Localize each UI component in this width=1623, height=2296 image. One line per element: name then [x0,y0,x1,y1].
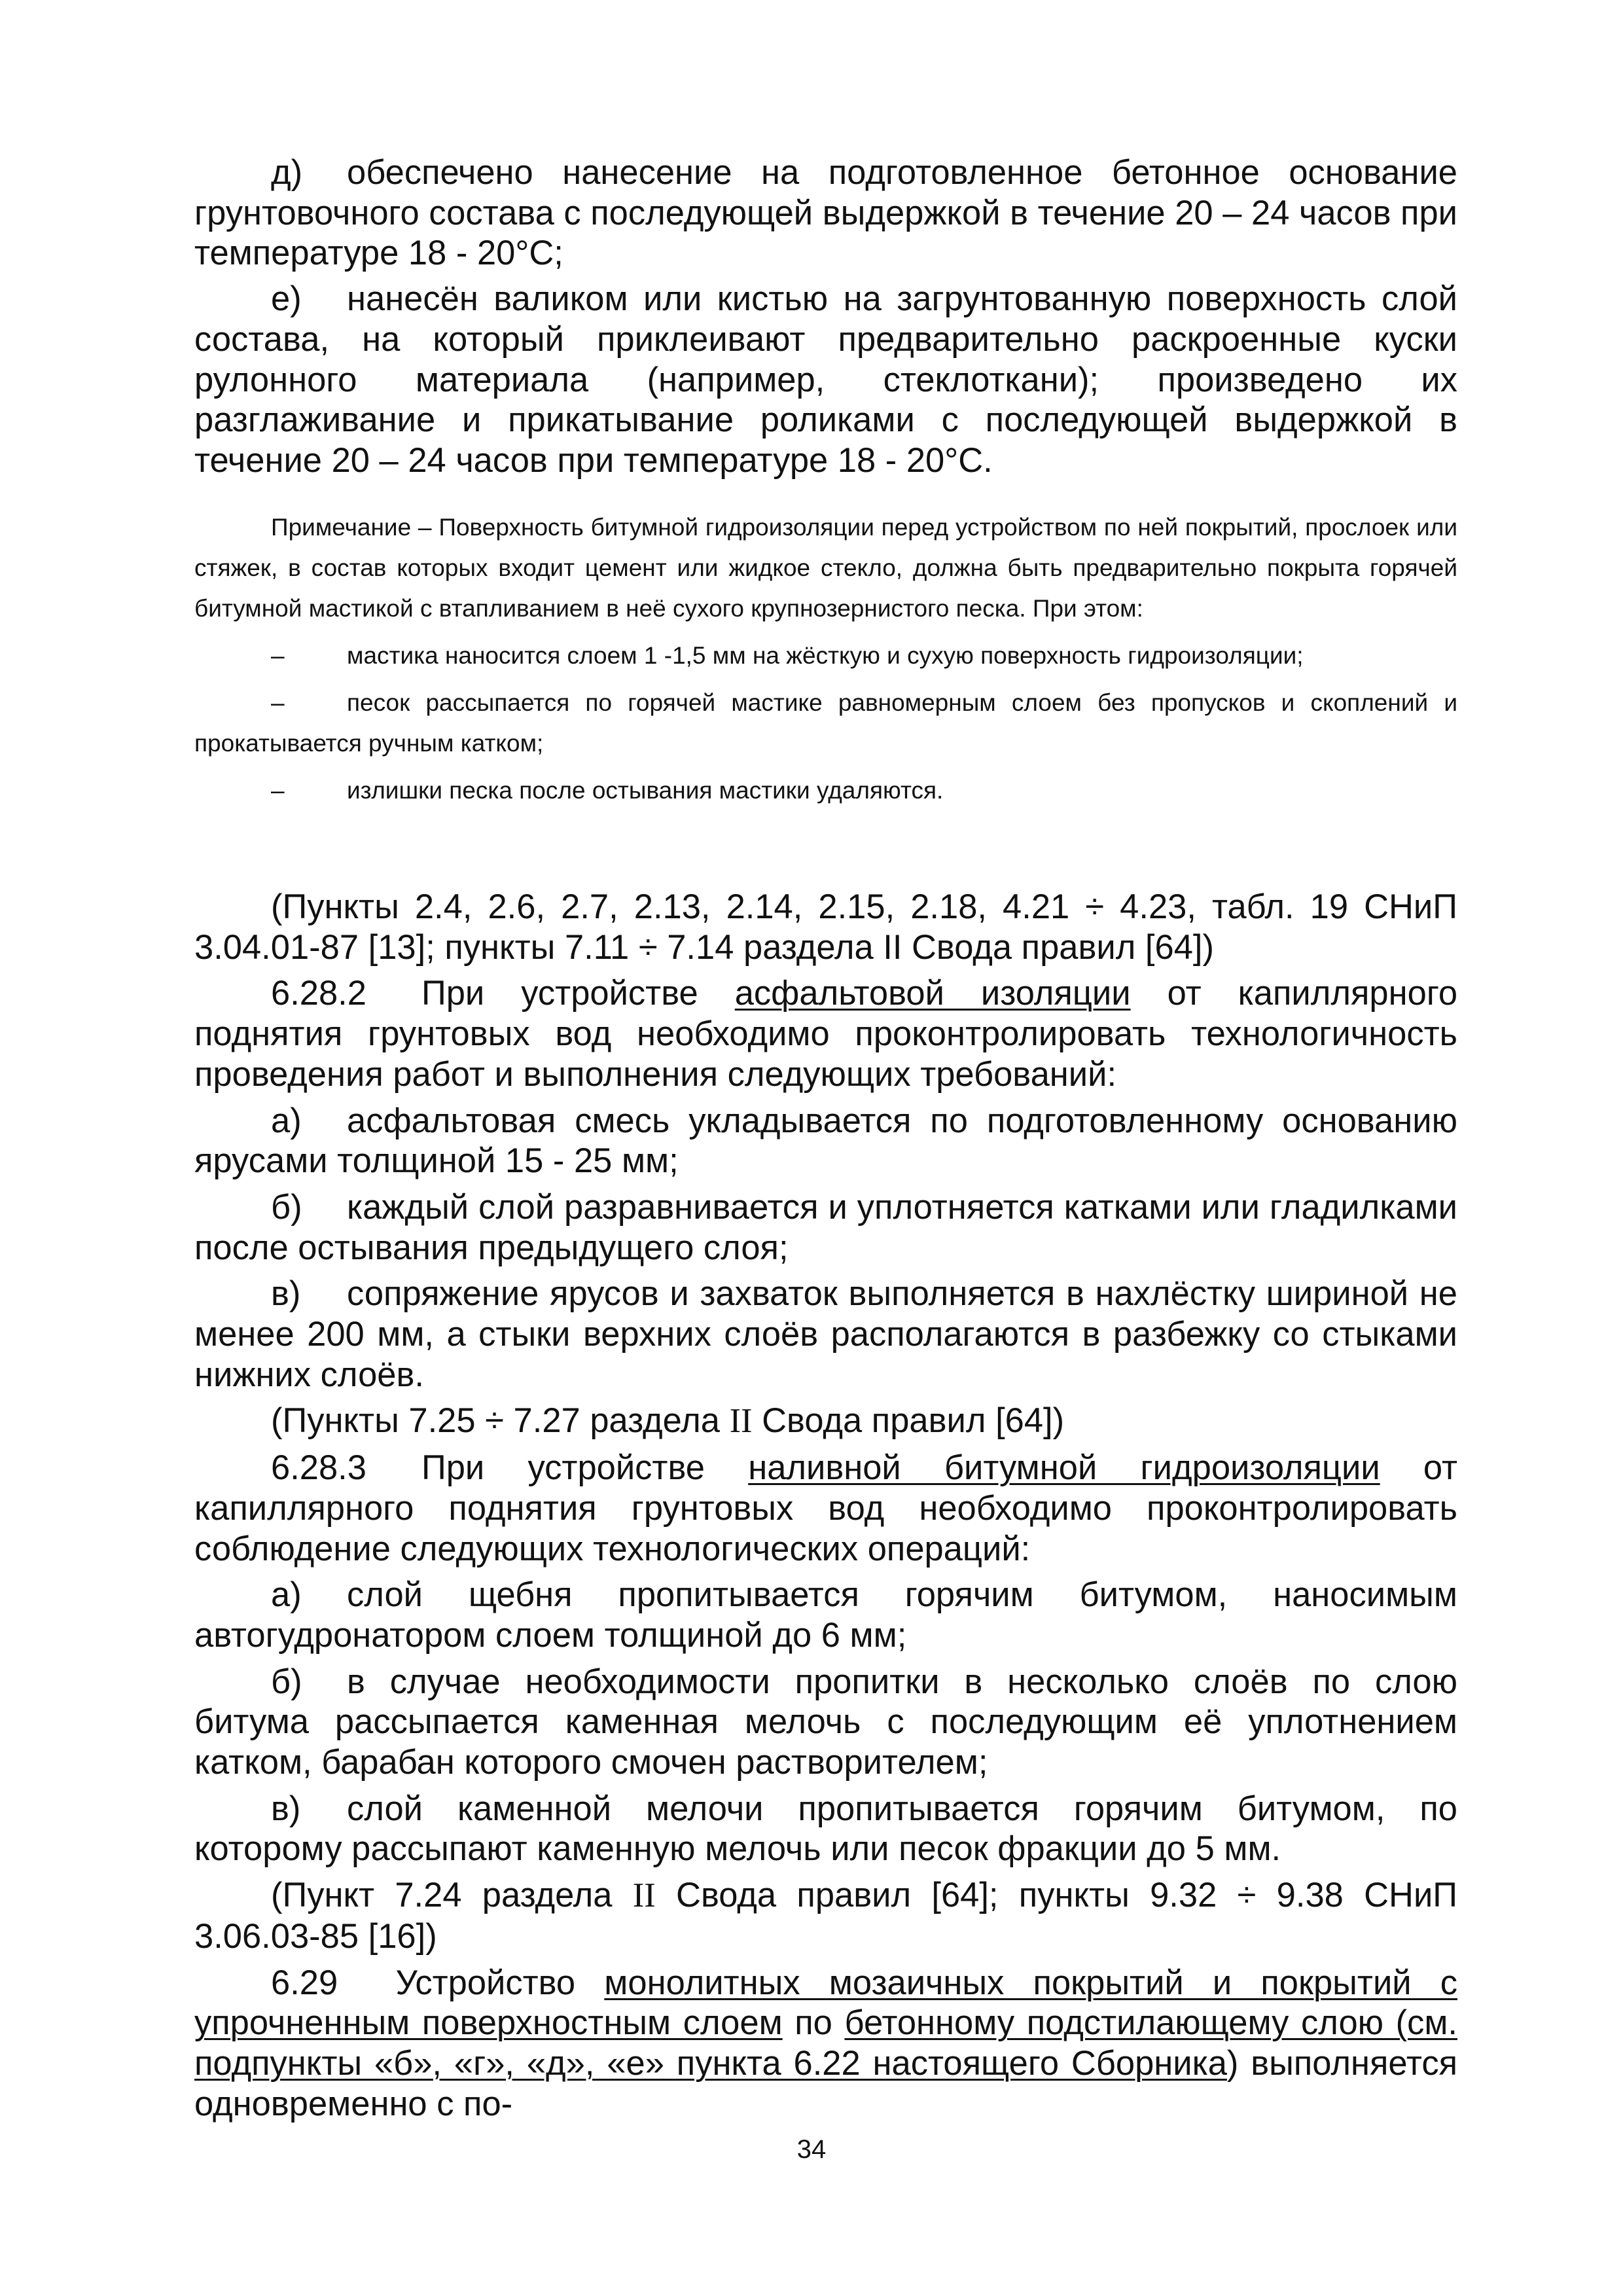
section-mid: по [794,2003,832,2043]
list-item-text: каждый слой разравнивается и уплотняется катками или гладилками после остывания предыдущего слоя; [194,1187,1457,1267]
section-number: 6.28.2 [271,974,366,1013]
section-post: от капиллярного поднятия грунтовых вод необходимо проконтролировать соблюдение следующих технологических операций: [194,1448,1457,1568]
note-item-text: мастика наносится слоем 1 -1,5 мм на жёсткую и сухую поверхность гидроизоляции; [347,642,1304,669]
section-pre: Устройство [395,1963,576,2002]
list-item-text: сопряжение ярусов и захваток выполняется в нахлёстку шириной не менее 200 мм, а стыки верхних слоёв располагаются в разбежку со стыками нижних слоёв. [194,1274,1457,1394]
ref-roman: II [632,1876,656,1915]
list-item-label: б) [271,1662,302,1701]
list-item-label: а) [271,1575,302,1615]
note-item-text: песок рассыпается по горячей мастике равномерным слоем без пропусков и скоплений и прокатывается ручным катком; [194,689,1457,757]
ref-part-b: Свода правил [64]) [762,1401,1065,1441]
reference-2 [194,1401,1457,1442]
item-d [194,152,1457,274]
section-6-28-2 [194,973,1457,1094]
list-item-text: асфальтовая смесь укладывается по подготовленному основанию ярусами толщиной 15 - 25 мм; [194,1101,1457,1181]
item-d-text: обеспечено нанесение на подготовленное бетонное основание грунтовочного состава с последующей выдержкой в течение 20 – 24 часов при температуре 18 - 20°С; [194,153,1457,273]
term-link: монолитных мозаичных покрытий и покрытий с упрочненным поверхностным слоем [194,1963,1457,2043]
section-number: 6.28.3 [271,1448,366,1488]
item-e [194,279,1457,481]
list-item [194,1101,1457,1181]
note-item [194,683,1457,764]
ref-part-a: (Пункт 7.24 раздела [271,1876,613,1915]
list-item [194,1274,1457,1395]
reference-1: (Пункты 2.4, 2.6, 2.7, 2.13, 2.14, 2.15, 2.18, 4.21 ÷ 4.23, табл. 19 СНиП 3.04.01-87 [13]; пункты 7.11 ÷ 7.14 раздела II Свода правил [64]) [194,888,1457,967]
term-link: бетонному подстилающему слою (см. подпункты «б», «г», «д», «е» пункта 6.22 настоящего Сборника [194,2003,1457,2083]
section-6-28-3 [194,1448,1457,1569]
note-dash: – [271,689,285,716]
section-pre: При устройстве [421,974,698,1013]
note-dash: – [271,642,285,669]
note-block [194,507,1457,811]
list-item-label: в) [271,1789,301,1828]
page-number: 34 [796,2135,827,2164]
list-item-label: в) [271,1274,301,1314]
list-item-text: слой каменной мелочи пропитывается горячим битумом, по которому рассыпают каменную мелочь или песок фракции до 5 мм. [194,1789,1457,1869]
reference-3 [194,1875,1457,1956]
section-pre: При устройстве [421,1448,705,1488]
section-number: 6.29 [271,1963,338,2002]
item-d-label: д) [271,153,303,192]
note-text: Примечание – Поверхность битумной гидроизоляции перед устройством по ней покрытий, прослоек или стяжек, в состав которых входит цемент или жидкое стекло, должна быть предварительно покрыта горячей битумной мастикой с втапливанием в неё сухого крупнозернистого песка. При этом: [194,514,1457,622]
section-post: ) выполняется одновременно с по- [194,2043,1457,2123]
item-e-text: нанесён валиком или кистью на загрунтованную поверхность слой состава, на который приклеивают предварительно раскроенные куски рулонного материала (например, стеклоткани); произведено их разглаживание и прикатывание роликами с последующей выдержкой в течение 20 – 24 часов при температуре 18 - 20°С. [194,279,1457,480]
items-top-block [194,152,1457,481]
note-item-text: излишки песка после остывания мастики удаляются. [347,777,944,804]
note-item [194,770,1457,811]
list-item [194,1789,1457,1869]
item-e-label: е) [271,279,302,319]
list-item [194,1575,1457,1655]
term-link: наливной битумной гидроизоляции [748,1448,1380,1488]
section-post: от капиллярного поднятия грунтовых вод необходимо проконтролировать технологичность проведения работ и выполнения следующих требований: [194,974,1458,1094]
list-item-label: а) [271,1101,302,1140]
section-6-29 [194,1963,1457,2125]
note-item [194,636,1457,676]
list-item-text: слой щебня пропитывается горячим битумом, наносимым автогудронатором слоем толщиной до 6 мм; [194,1575,1457,1655]
term-link: асфальтовой изоляции [734,974,1131,1013]
ref-roman: II [729,1402,753,1441]
list-item [194,1187,1457,1268]
list-item-text: в случае необходимости пропитки в несколько слоёв по слою битума рассыпается каменная мелочь с последующим её уплотнением катком, барабан которого смочен растворителем; [194,1662,1457,1782]
list-item-label: б) [271,1187,302,1227]
note-dash: – [271,777,285,804]
ref-part-a: (Пункты 7.25 ÷ 7.27 раздела [271,1401,720,1441]
list-item [194,1662,1457,1783]
sections-block [194,887,1457,2124]
ref-part-b: Свода правил [64]; пункты 9.32 ÷ 9.38 СНиП 3.06.03-85 [16]) [194,1876,1458,1956]
